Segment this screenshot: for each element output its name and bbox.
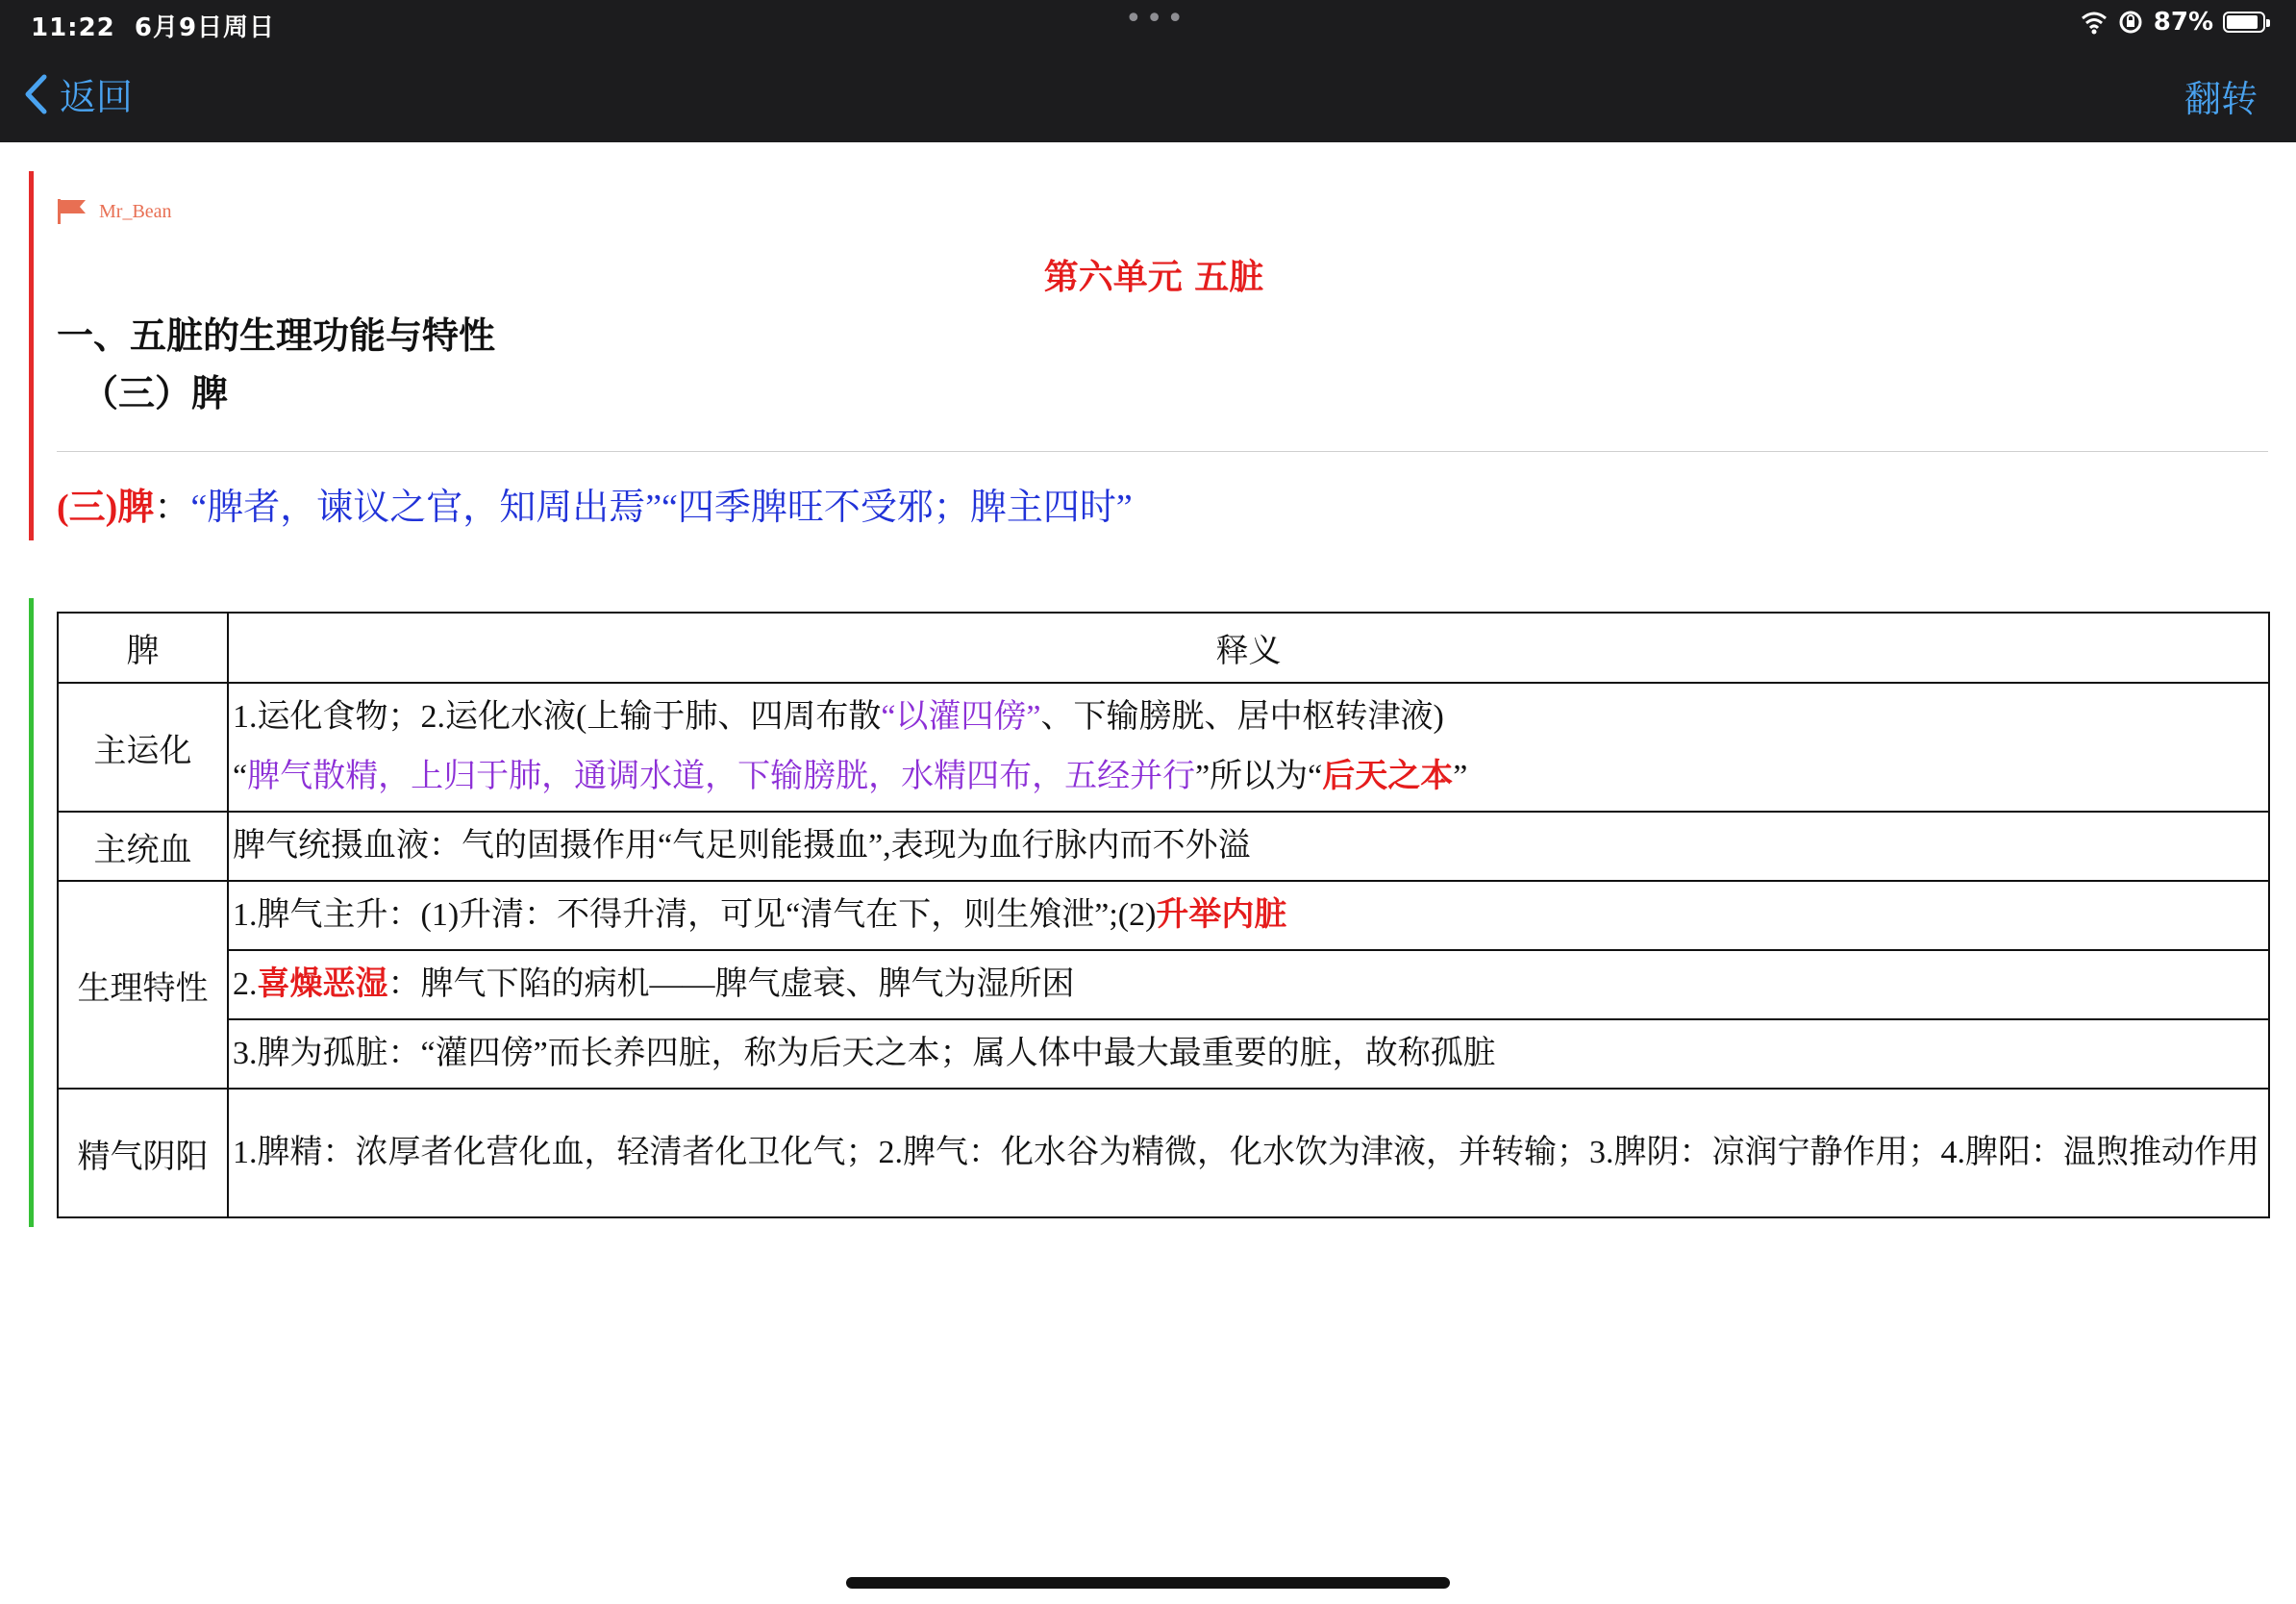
top-bar	[0, 0, 2296, 142]
quote-text: “脾者，谏议之官，知周出焉”“四季脾旺不受邪；脾主四时”	[190, 488, 1133, 528]
row-content: 1.脾精：浓厚者化营化血，轻清者化卫化气；2.脾气：化水谷为精微，化水饮为津液，并转输；3.脾阴：凉润宁静作用；4.脾阳：温煦推动作用	[228, 1089, 2269, 1217]
text-span: 2.	[233, 966, 258, 1002]
highlight-red: 升举内脏	[1156, 897, 1287, 933]
content-line	[233, 688, 2264, 747]
quote-separator: ：	[154, 488, 191, 528]
text-span: ”所以为“	[1195, 759, 1323, 794]
row-label: 主统血	[58, 812, 228, 881]
flip-button[interactable]: 翻转	[2184, 78, 2258, 120]
section-heading: 一、五脏的生理功能与特性	[57, 314, 496, 357]
table-row	[58, 881, 2269, 950]
header-col-organ: 脾	[58, 613, 228, 683]
subsection-heading: （三）脾	[82, 372, 229, 414]
row-content	[228, 950, 2269, 1019]
highlight-red: 喜燥恶湿	[257, 966, 388, 1002]
status-icons	[2081, 8, 2265, 37]
row-content	[228, 881, 2269, 950]
battery-percent: 87%	[2153, 8, 2213, 37]
quote-head: (三)脾	[57, 488, 155, 528]
row-content: 脾气统摄血液：气的固摄作用“气足则能摄血”,表现为血行脉内而不外溢	[228, 812, 2269, 881]
text-span: ：脾气下陷的病机——脾气虚衰、脾气为湿所困	[387, 966, 1075, 1002]
table-section	[29, 598, 2269, 1227]
text-span: “	[233, 759, 248, 794]
multitask-dots-icon[interactable]: •••	[1125, 2, 1188, 36]
content-line	[233, 747, 2264, 807]
orientation-lock-icon	[2117, 10, 2144, 35]
text-span: ”	[1453, 759, 1468, 794]
home-indicator[interactable]	[846, 1577, 1450, 1589]
row-content: 3.脾为孤脏：“灌四傍”而长养四脏，称为后天之本；属人体中最大最重要的脏，故称孤脏	[228, 1019, 2269, 1089]
highlight-purple: “以灌四傍”	[881, 699, 1041, 735]
table-row	[58, 950, 2269, 1019]
text-span: 、下输膀胱、居中枢转津液)	[1040, 699, 1444, 735]
quote-line	[57, 477, 1133, 530]
time-text: 11:22	[31, 13, 115, 42]
back-button[interactable]	[23, 67, 133, 120]
battery-icon	[2223, 12, 2265, 33]
highlight-red: 后天之本	[1322, 759, 1454, 794]
table-row	[58, 1089, 2269, 1217]
unit-title: 第六单元 五脏	[1043, 258, 1264, 297]
author-tag	[57, 198, 172, 225]
text-span: 1.脾气主升：(1)升清：不得升清，可见“清气在下，则生飧泄”;(2)	[233, 897, 1157, 933]
date-text: 6月9日周日	[134, 13, 276, 42]
spleen-table	[57, 612, 2270, 1218]
row-label: 精气阴阳	[58, 1089, 228, 1217]
back-label: 返回	[60, 76, 134, 118]
highlight-purple: 脾气散精，上归于肺，通调水道，下输膀胱，水精四布，五经并行	[247, 759, 1196, 794]
table-row	[58, 683, 2269, 812]
author-name: Mr_Bean	[99, 200, 172, 222]
chevron-left-icon	[23, 73, 48, 115]
text-span: 1.运化食物；2.运化水液(上输于肺、四周布散	[233, 699, 882, 735]
row-label: 生理特性	[58, 881, 228, 1089]
row-content	[228, 683, 2269, 812]
table-header-row	[58, 613, 2269, 683]
status-time	[31, 8, 275, 43]
table-row	[58, 1019, 2269, 1089]
wifi-icon	[2081, 10, 2108, 35]
flag-icon	[57, 198, 87, 225]
header-col-meaning: 释义	[228, 613, 2269, 683]
row-label: 主运化	[58, 683, 228, 812]
note-header-section	[29, 171, 2269, 540]
divider	[57, 451, 2268, 452]
table-row	[58, 812, 2269, 881]
